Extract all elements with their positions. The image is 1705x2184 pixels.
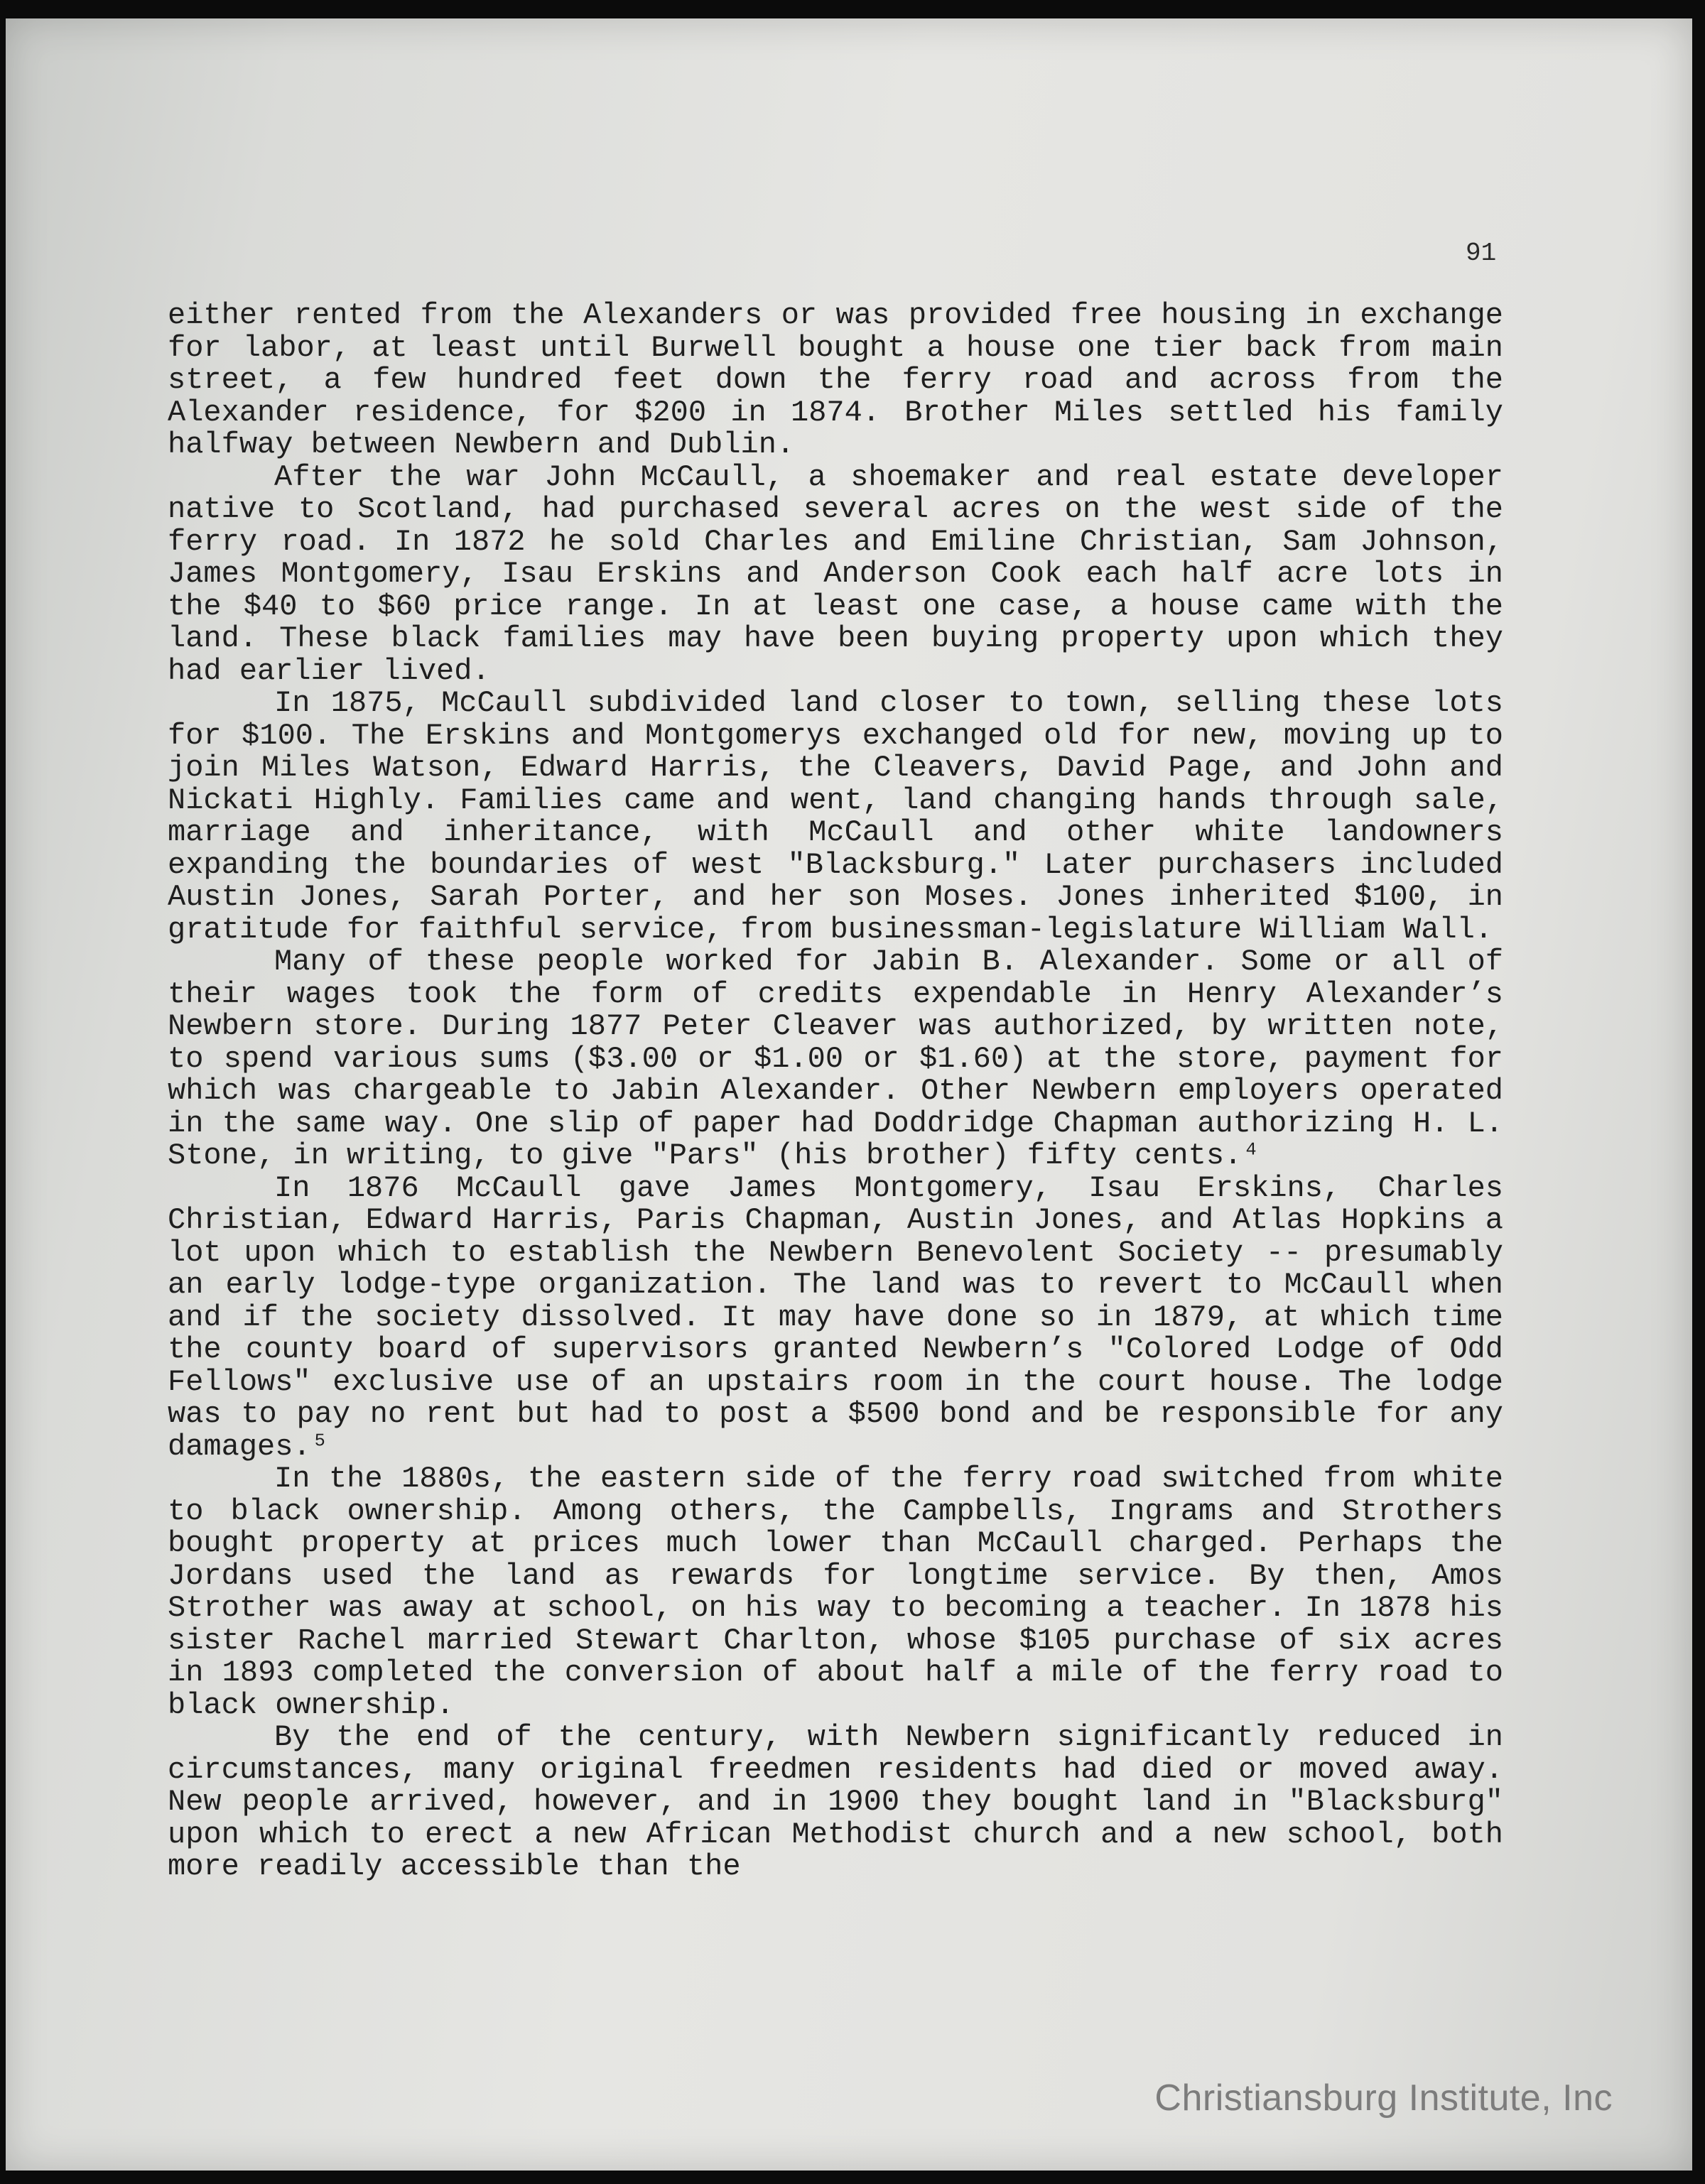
paragraph-7: By the end of the century, with Newbern significantly reduced in circumstances, many original freedmen residents had died or moved away. New people arrived, however, and in 1900 they bought land in "Blacksburg" upon which to erect a new African Methodist church and a new school, both more readily accessible than the	[168, 1720, 1503, 1884]
paragraph-3: In 1875, McCaull subdivided land closer to town, selling these lots for $100. The Erskins and Montgomerys exchanged old for new, moving up to join Miles Watson, Edward Harris, the Cleavers, David Page, and John and Nickati Highly. Families came and went, land changing hands through sale, marriage and inheritance, with McCaull and other white landowners expanding the boundaries of west "Blacksburg." Later purchasers included Austin Jones, Sarah Porter, and her son Moses. Jones inherited $100, in gratitude for faithful service, from businessman-legislature William Wall.	[168, 686, 1503, 947]
document-page	[6, 18, 1692, 2171]
paragraph-2: After the war John McCaull, a shoemaker and real estate developer native to Scotland, had purchased several acres on the west side of the ferry road. In 1872 he sold Charles and Emiline Christian, Sam Johnson, James Montgomery, Isau Erskins and Anderson Cook each half acre lots in the $40 to $60 price range. In at least one case, a house came with the land. These black families may have been buying property upon which they had earlier lived.	[168, 460, 1503, 688]
paragraph-4: Many of these people worked for Jabin B. Alexander. Some or all of their wages took the form of credits expendable in Henry Alexander’s Newbern store. During 1877 Peter Cleaver was authorized, by written note, to spend various sums ($3.00 or $1.00 or $1.60) at the store, payment for which was chargeable to Jabin Alexander. Other Newbern employers operated in the same way. One slip of paper had Doddridge Chapman authorizing H. L. Stone, in writing, to give "Pars" (his brother) fifty cents.⁴	[168, 945, 1503, 1173]
body-text	[168, 300, 1503, 1884]
paragraph-6: In the 1880s, the eastern side of the ferry road switched from white to black ownership. Among others, the Campbells, Ingrams and Strothers bought property at prices much lower than McCaull charged. Perhaps the Jordans used the land as rewards for longtime service. By then, Amos Strother was away at school, on his way to becoming a teacher. In 1878 his sister Rachel married Stewart Charlton, whose $105 purchase of six acres in 1893 completed the conversion of about half a mile of the ferry road to black ownership.	[168, 1462, 1503, 1722]
paragraph-5: In 1876 McCaull gave James Montgomery, Isau Erskins, Charles Christian, Edward Harris, Paris Chapman, Austin Jones, and Atlas Hopkins a lot upon which to establish the Newbern Benevolent Society -- presumably an early lodge-type organization. The land was to revert to McCaull when and if the society dissolved. It may have done so in 1879, at which time the county board of supervisors granted Newbern’s "Colored Lodge of Odd Fellows" exclusive use of an upstairs room in the court house. The lodge was to pay no rent but had to post a $500 bond and be responsible for any damages.⁵	[168, 1170, 1503, 1464]
page-number: 91	[1466, 239, 1497, 268]
paragraph-1: either rented from the Alexanders or was provided free housing in exchange for labor, at least until Burwell bought a house one tier back from main street, a few hundred feet down the ferry road and across from the Alexander residence, for $200 in 1874. Brother Miles settled his family halfway between Newbern and Dublin.	[168, 298, 1503, 462]
watermark-text: Christiansburg Institute, Inc	[1154, 2077, 1613, 2119]
